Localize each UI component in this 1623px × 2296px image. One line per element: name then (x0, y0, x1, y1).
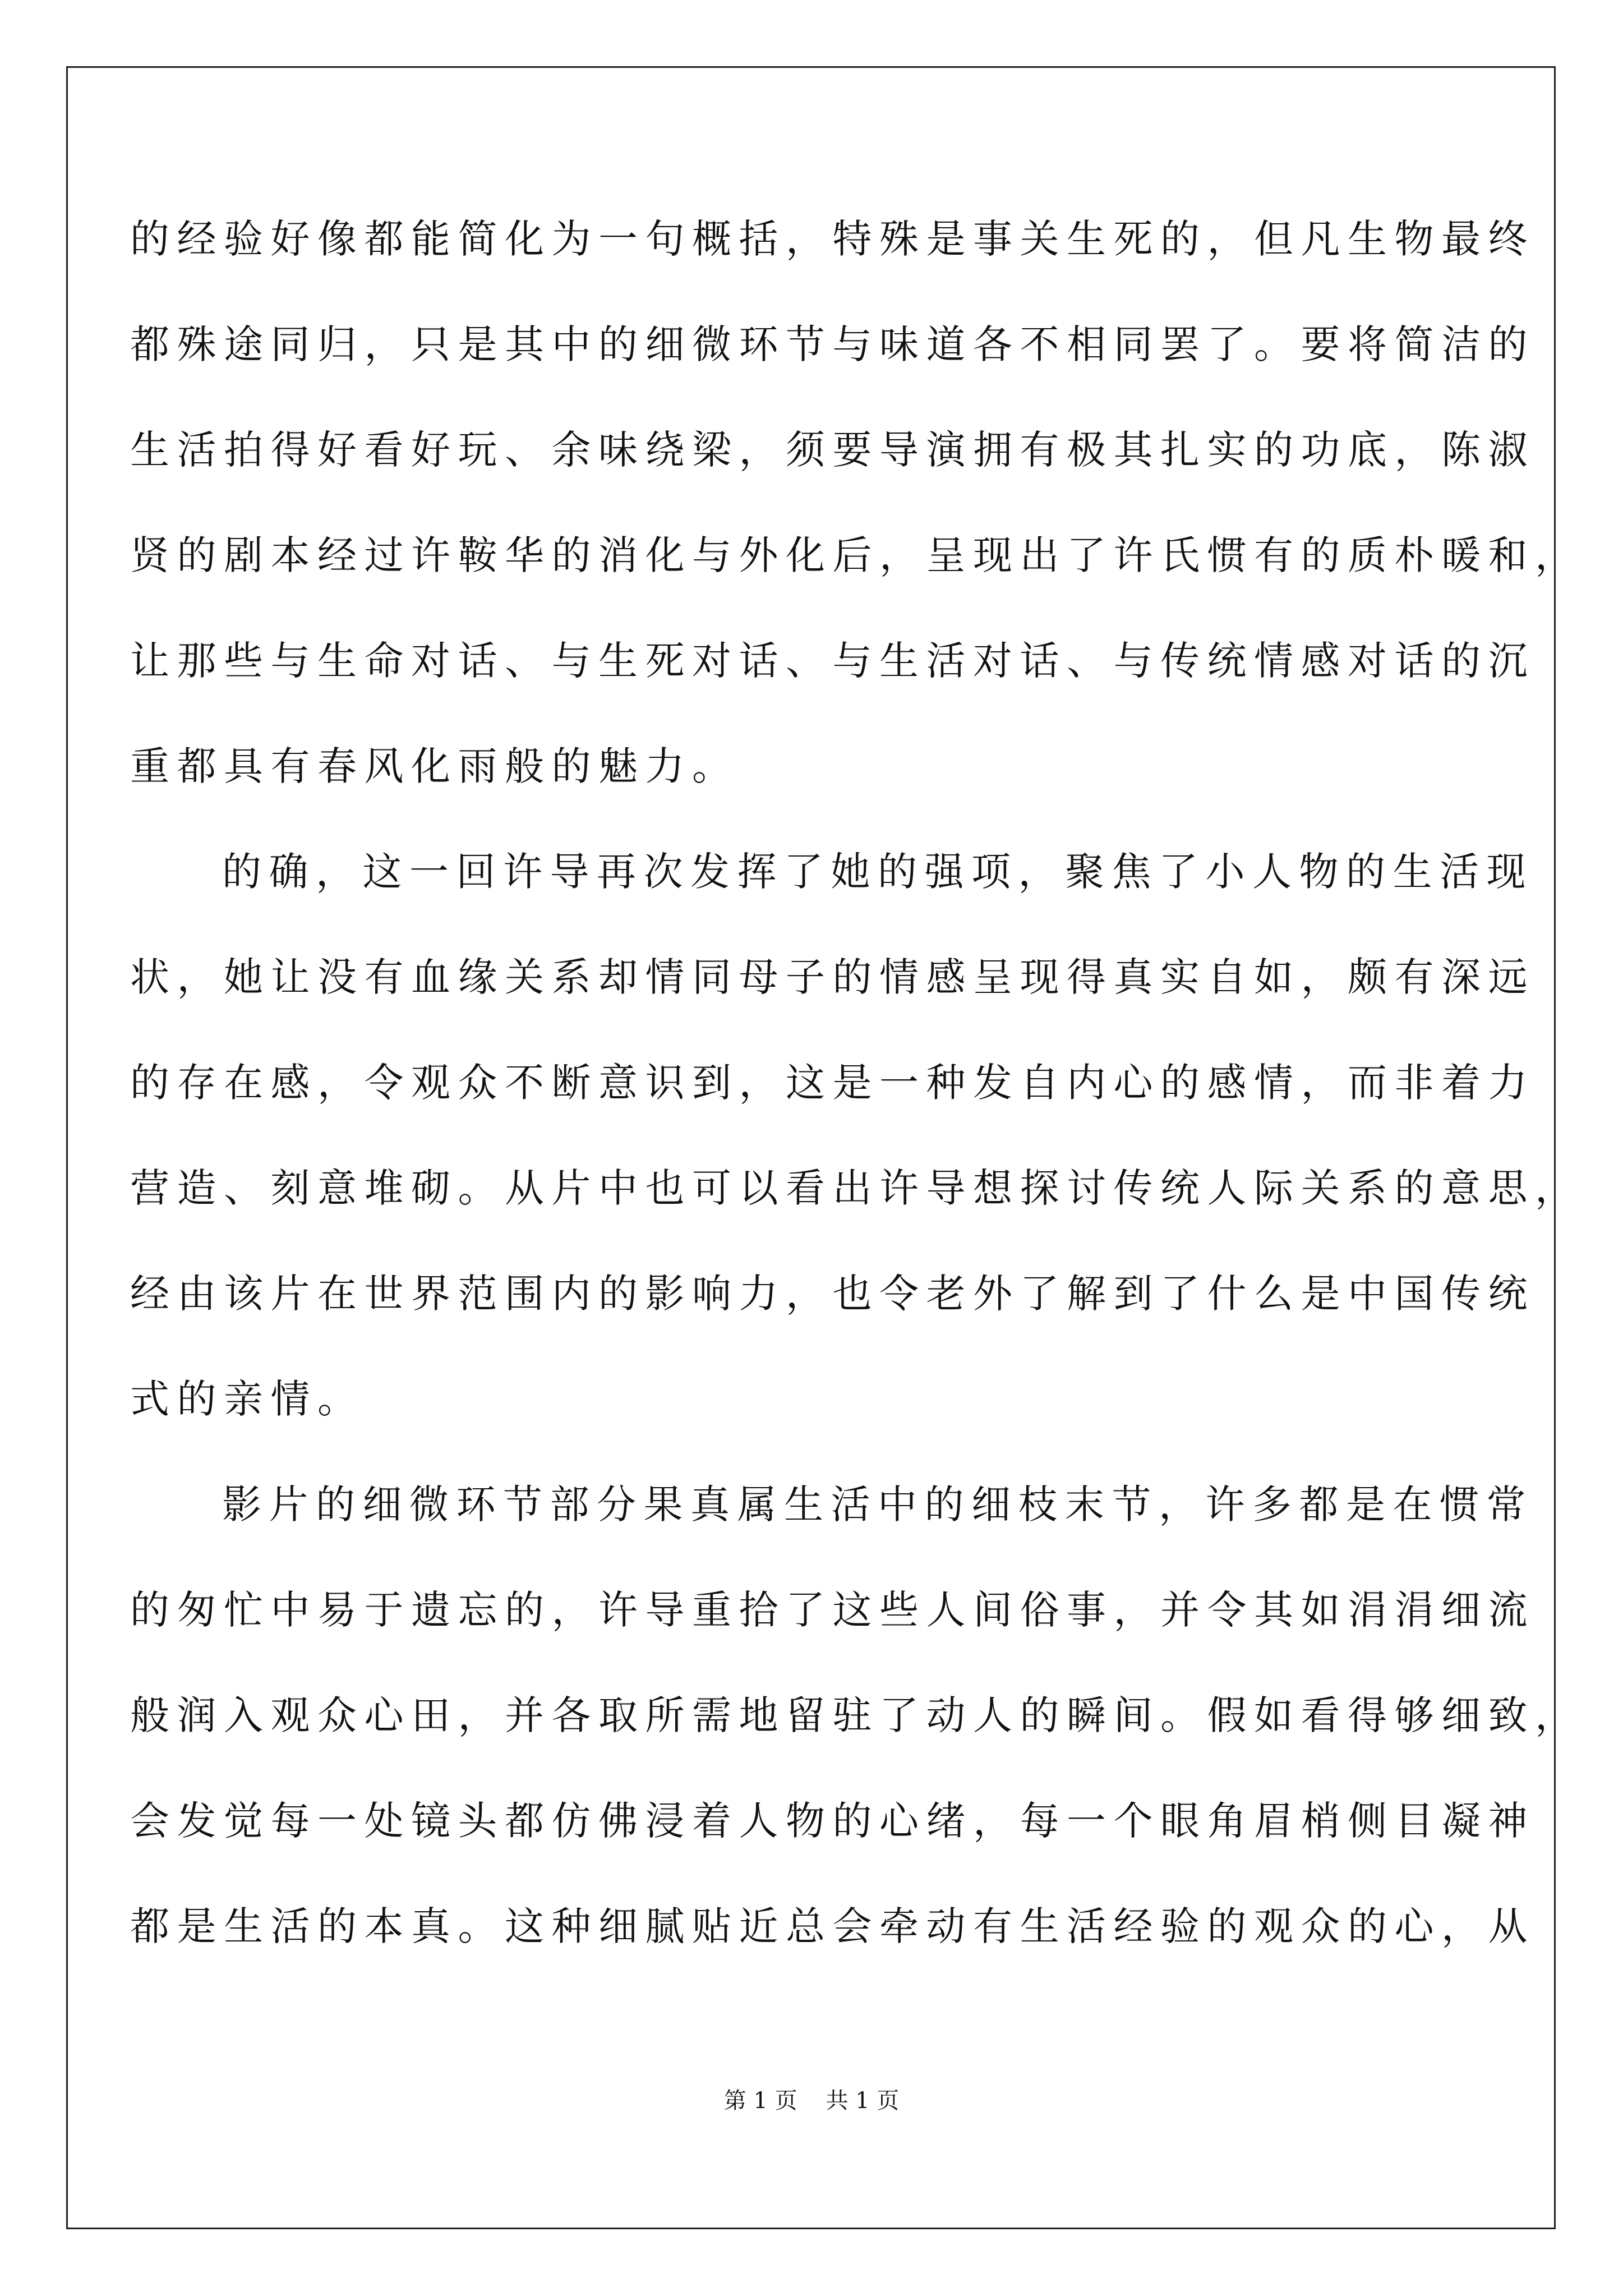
text-line: 会发觉每一处镜头都仿佛浸着人物的心绪，每一个眼角眉梢侧目凝神 (130, 1798, 1535, 1844)
text-line: 的经验好像都能简化为一句概括，特殊是事关生死的，但凡生物最终 (130, 216, 1535, 262)
text-line: 经由该片在世界范围内的影响力，也令老外了解到了什么是中国传统 (130, 1271, 1535, 1317)
text-line: 的匆忙中易于遗忘的，许导重拾了这些人间俗事，并令其如涓涓细流 (130, 1587, 1535, 1633)
text-line: 让那些与生命对话、与生死对话、与生活对话、与传统情感对话的沉 (130, 638, 1535, 684)
text-line: 都是生活的本真。这种细腻贴近总会牵动有生活经验的观众的心，从 (130, 1903, 1535, 1949)
paragraph-first-line: 影片的细微环节部分果真属生活中的细枝末节，许多都是在惯常 (222, 1481, 1533, 1527)
text-line: 重都具有春风化雨般的魅力。 (130, 743, 739, 789)
paragraph-first-line: 的确，这一回许导再次发挥了她的强项，聚焦了小人物的生活现 (222, 849, 1533, 895)
text-line: 的存在感，令观众不断意识到，这是一种发自内心的感情，而非着力 (130, 1060, 1535, 1106)
text-line: 都殊途同归，只是其中的细微环节与味道各不相同罢了。要将简洁的 (130, 321, 1535, 367)
text-line: 式的亲情。 (130, 1376, 365, 1422)
text-line: 般润入观众心田，并各取所需地留驻了动人的瞬间。假如看得够细致， (130, 1692, 1582, 1738)
text-line: 状，她让没有血缘关系却情同母子的情感呈现得真实自如，颇有深远 (130, 954, 1535, 1000)
text-line: 贤的剧本经过许鞍华的消化与外化后，呈现出了许氏惯有的质朴暖和， (130, 532, 1582, 578)
page-number-footer: 第 1 页 共 1 页 (723, 2088, 900, 2114)
text-line: 生活拍得好看好玩、余味绕梁，须要导演拥有极其扎实的功底，陈淑 (130, 427, 1535, 473)
text-line: 营造、刻意堆砌。从片中也可以看出许导想探讨传统人际关系的意思， (130, 1165, 1582, 1211)
